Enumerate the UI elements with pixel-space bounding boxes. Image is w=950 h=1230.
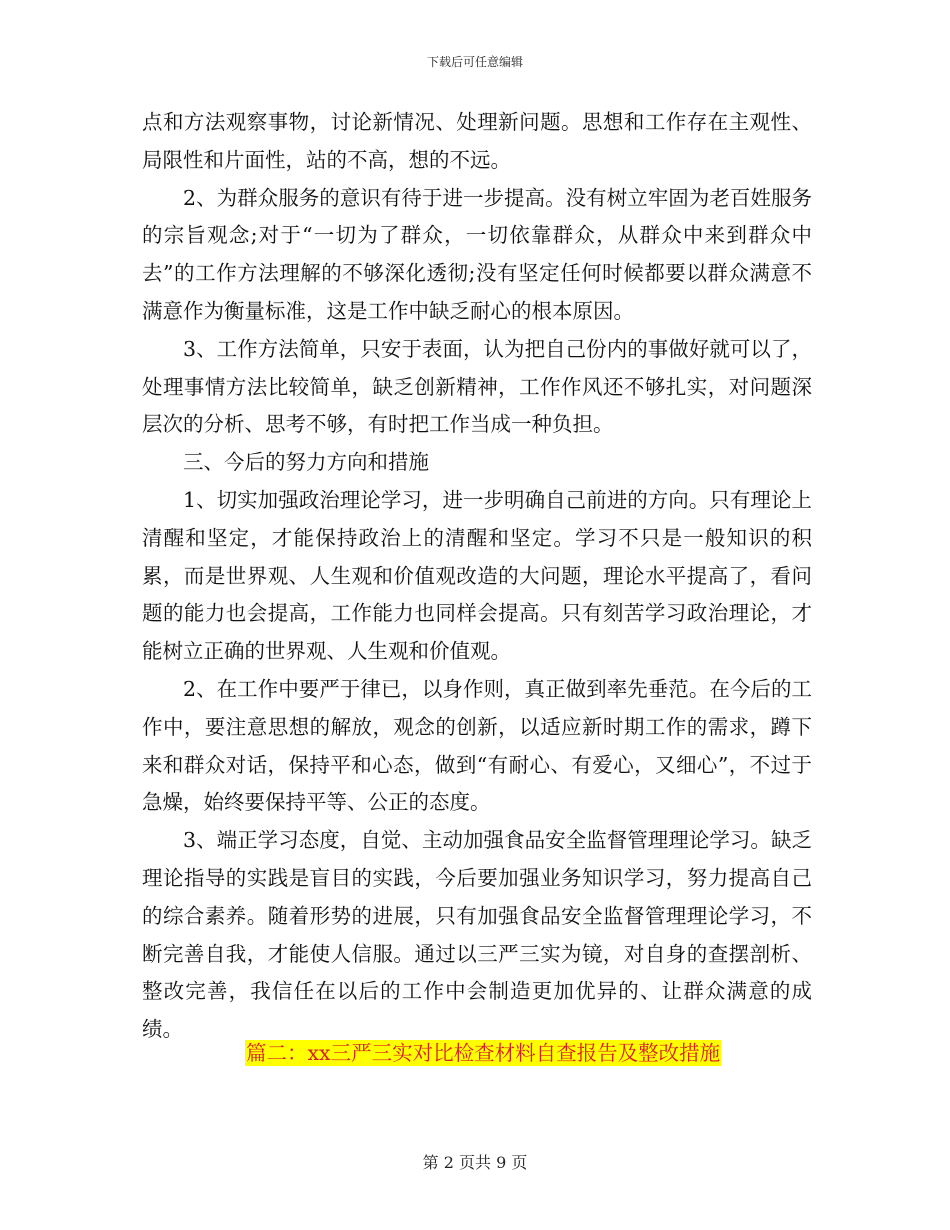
paragraph-continuation: 点和方法观察事物，讨论新情况、处理新问题。思想和工作存在主观性、局限性和片面性，站的不高，想的不远。 [142,110,812,172]
document-body [142,104,812,1049]
paragraph-measure-1-theory-study: 1、切实加强政治理论学习，进一步明确自己前进的方向。只有理论上清醒和坚定，才能保持政治上的清醒和坚定。学习不只是一般知识的积累，而是世界观、人生观和价值观改造的大问题，理论水平提高了，看问题的能力也会提高，工作能力也同样会提高。只有刻苦学习政治理论，才能树立正确的世界观、人生观和价值观。 [142,487,812,664]
highlighted-section-title: 篇二：xx三严三实对比检查材料自查报告及整改措施 [246,1041,721,1065]
page-footer-page-number: 第 2 页共 9 页 [422,1153,528,1172]
paragraph-measure-2-self-discipline: 2、在工作中要严于律已，以身作则，真正做到率先垂范。在今后的工作中，要注意思想的解放，观念的创新，以适应新时期工作的需求，蹲下来和群众对话，保持平和心态，做到“有耐心、有爱心，又细心”，不过于急燥，始终要保持平等、公正的态度。 [142,676,812,815]
paragraph-item-3-work-method: 3、工作方法简单，只安于表面，认为把自己份内的事做好就可以了，处理事情方法比较简单，缺乏创新精神，工作作风还不够扎实，对问题深层次的分析、思考不够，有时把工作当成一种负担。 [142,336,812,437]
paragraph-measure-3-learning-attitude: 3、端正学习态度，自觉、主动加强食品安全监督管理理论学习。缺乏理论指导的实践是盲目的实践，今后要加强业务知识学习，努力提高自己的综合素养。随着形势的进展，只有加强食品安全监督管理理论学习，不断完善自我，才能使人信服。通过以三严三实为镜，对自身的查摆剖析、整改完善，我信任在以后的工作中会制造更加优异的、让群众满意的成绩。 [142,828,812,1042]
section-heading-future-direction: 三、今后的努力方向和措施 [183,450,429,475]
page-header: 下载后可任意编辑 [426,55,523,69]
paragraph-item-2-service-awareness: 2、为群众服务的意识有待于进一步提高。没有树立牢固为老百姓服务的宗旨观念;对于“一切为了群众，一切依靠群众，从群众中来到群众中去”的工作方法理解的不够深化透彻;没有坚定任何时候都要以群众满意不满意作为衡量标准，这是工作中缺乏耐心的根本原因。 [142,185,812,323]
